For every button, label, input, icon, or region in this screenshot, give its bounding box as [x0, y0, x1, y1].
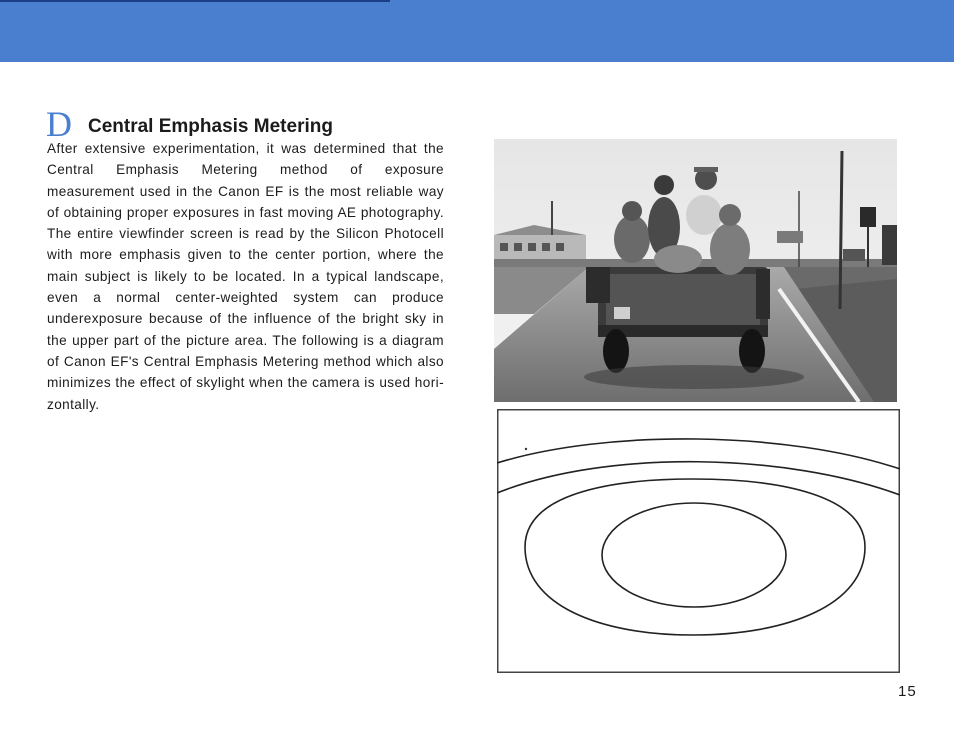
photo-of-people-riding-in-open-jeep-on-road-icon [494, 139, 897, 402]
section-title: Central Emphasis Metering [88, 116, 333, 137]
top-color-band [0, 0, 954, 62]
top-band-edge-line [0, 0, 390, 2]
section-letter: D [46, 104, 72, 144]
metering-sensitivity-contour-diagram-icon [497, 409, 900, 673]
body-paragraph: After extensive experimentation, it was determined that the Central Emphasis Metering method of exposure measurement used in the Canon EF is the most reliable way of obtaining proper exposures in fast moving AE photography. The entire viewfinder screen is read by the Silicon Photocell with more emphasis given to the center portion, where the main subject is likely to be located. In a typical landscape, even a normal center-weighted system can produce underexposure because of the influence of the bright sky in the upper part of the picture area. The following is a diagram of Canon EF's Central Emphasis Metering method which also minimizes the effect of skylight when the camera is used hori-zontally. [47, 141, 444, 412]
section-heading [46, 104, 333, 144]
page-number: 15 [898, 683, 917, 700]
